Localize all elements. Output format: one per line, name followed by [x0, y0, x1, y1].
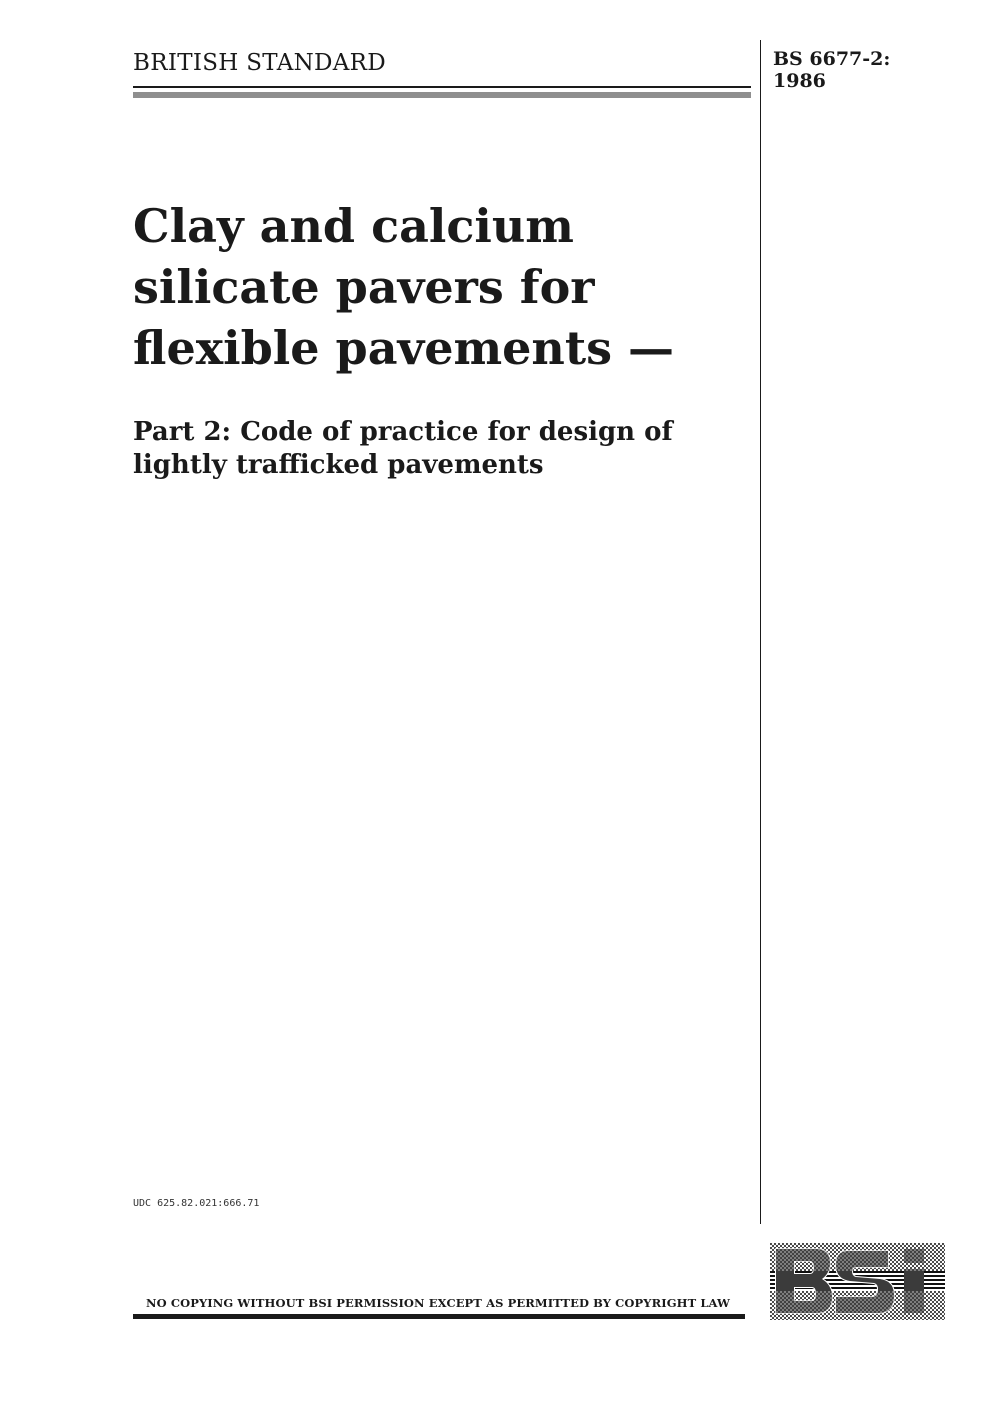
title-line: silicate pavers for [133, 260, 595, 314]
subtitle-line: lightly trafficked pavements [133, 450, 544, 480]
header-grey-band [133, 92, 751, 98]
footer-rule [133, 1314, 745, 1319]
subtitle-line: Part 2: Code of practice for design of [133, 417, 673, 447]
title-line: flexible pavements — [133, 321, 675, 375]
title-line: Clay and calcium [133, 199, 574, 253]
vertical-divider [760, 40, 761, 1224]
document-subtitle [133, 416, 743, 482]
document-category-label: BRITISH STANDARD [133, 50, 387, 76]
standard-number-year: 1986 [773, 70, 826, 92]
bsi-logo [770, 1243, 945, 1320]
copyright-notice: NO COPYING WITHOUT BSI PERMISSION EXCEPT AS PERMITTED BY COPYRIGHT LAW [146, 1296, 731, 1310]
udc-classification: UDC 625.82.021:666.71 [133, 1198, 260, 1209]
header-rule [133, 86, 751, 88]
standard-number [773, 48, 890, 92]
document-title [133, 196, 743, 379]
standard-number-code: BS 6677-2: [773, 48, 891, 70]
